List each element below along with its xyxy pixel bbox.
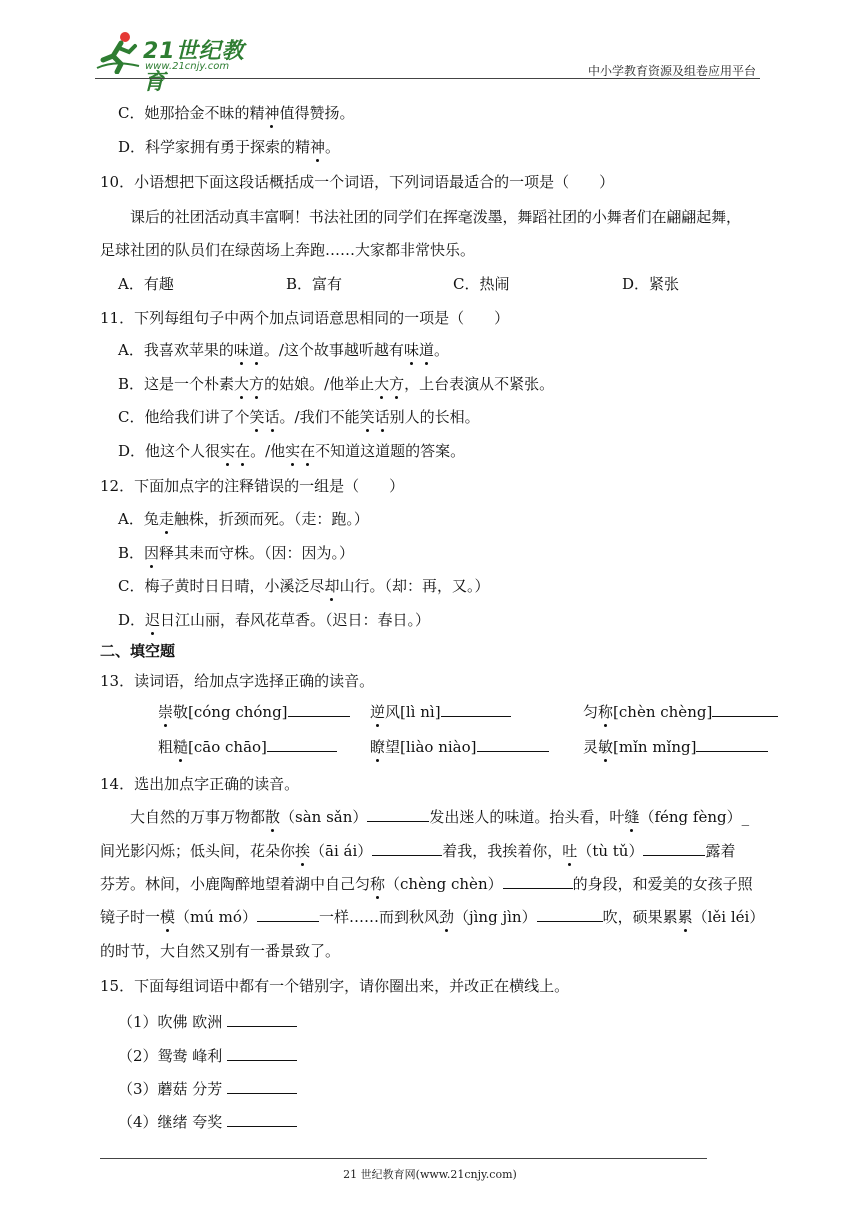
emphasized-char: 神 xyxy=(310,138,326,156)
emphasized-char: 实 xyxy=(220,442,236,460)
site-logo[interactable] xyxy=(95,30,265,95)
answer-blank[interactable] xyxy=(712,701,778,717)
text: B． xyxy=(118,544,145,562)
text: [mǐn mǐng] xyxy=(613,738,697,756)
q9-option-d xyxy=(118,136,340,158)
text: 的身段，和爱美的女孩子照 xyxy=(572,875,753,893)
emphasized-char: 吐 xyxy=(562,842,578,860)
emphasized-char: 味 xyxy=(233,341,249,359)
text: 别人的长相。 xyxy=(389,408,480,426)
text: （féng fèng）_ xyxy=(639,808,750,826)
q13-item xyxy=(583,736,768,758)
q11-option-c[interactable] xyxy=(118,406,480,428)
answer-blank[interactable] xyxy=(257,906,319,922)
answer-blank[interactable] xyxy=(288,701,350,717)
text: 吹，硕果累 xyxy=(602,908,678,926)
answer-blank[interactable] xyxy=(696,736,768,752)
text: 释其耒而守株。（因：因为。） xyxy=(159,544,355,562)
text: D．他这个人很 xyxy=(118,442,221,460)
q13-stem: 13．读词语，给加点字选择正确的读音。 xyxy=(100,672,375,690)
emphasized-char: 在 xyxy=(235,442,251,460)
answer-blank[interactable] xyxy=(227,1111,297,1127)
q10-option-a[interactable]: A．有趣 xyxy=(118,275,174,293)
q10-passage-line2: 足球社团的队员们在绿茵场上奔跑……大家都非常快乐。 xyxy=(100,241,476,259)
page-header xyxy=(95,30,760,95)
q15-item xyxy=(118,1011,297,1033)
emphasized-char: 称 xyxy=(598,703,614,721)
emphasized-char: 方 xyxy=(389,375,405,393)
emphasized-char: 散 xyxy=(265,808,281,826)
answer-blank[interactable] xyxy=(477,736,549,752)
emphasized-char: 挨 xyxy=(295,842,311,860)
platform-name: 中小学教育资源及组卷应用平台 xyxy=(587,64,756,78)
emphasized-char: 敏 xyxy=(598,738,614,756)
q13-item xyxy=(370,701,511,723)
page-footer[interactable]: 21 世纪教育网(www.21cnjy.com) xyxy=(343,1168,517,1181)
logo-text: 21世纪教育 xyxy=(143,39,245,95)
footer-divider xyxy=(100,1158,707,1159)
q10-option-b[interactable]: B．富有 xyxy=(286,275,343,293)
text: 间光影闪烁；低头间，花朵你 xyxy=(100,842,296,860)
text: C．他给我们讲了个 xyxy=(118,408,250,426)
answer-blank[interactable] xyxy=(227,1045,297,1061)
q15-item xyxy=(118,1045,297,1067)
q11-stem: 11．下列每组句子中两个加点词语意思相同的一项是（ ） xyxy=(100,309,510,327)
q13-item xyxy=(583,701,778,723)
text: 风[lì nì] xyxy=(385,703,441,721)
text: （3）蘑菇 分芳 xyxy=(118,1080,223,1098)
q14-line4 xyxy=(100,906,764,928)
emphasized-char: 实 xyxy=(285,442,301,460)
text: 。/他 xyxy=(250,442,286,460)
text: 触株，折颈而死。（走：跑。） xyxy=(173,510,369,528)
text: （4）继绪 夸奖 xyxy=(118,1113,223,1131)
emphasized-char: 逆 xyxy=(370,703,386,721)
text: 露着 xyxy=(705,842,736,860)
q11-option-b[interactable] xyxy=(118,373,554,395)
emphasized-char: 笑 xyxy=(359,408,375,426)
text: 发出迷人的味道。抬头看，叶 xyxy=(429,808,625,826)
emphasized-char: 迟 xyxy=(145,611,161,629)
text: （tù tǔ） xyxy=(577,842,644,860)
text: （1）吹佛 欧洲 xyxy=(118,1013,223,1031)
q15-stem: 15．下面每组词语中都有一个错别字，请你圈出来，并改正在横线上。 xyxy=(100,977,570,995)
text: 一样……而到秋风 xyxy=(318,908,439,926)
answer-blank[interactable] xyxy=(503,873,573,889)
q12-option-a[interactable] xyxy=(118,508,369,530)
text: 芬芳。林间，小鹿陶醉地望着湖中自己匀 xyxy=(100,875,371,893)
header-divider xyxy=(95,78,760,79)
emphasized-char: 因 xyxy=(144,544,160,562)
q10-stem: 10．小语想把下面这段话概括成一个词语，下列词语最适合的一项是（ ） xyxy=(100,173,615,191)
emphasized-char: 话 xyxy=(374,408,390,426)
text: 。/我们不能 xyxy=(279,408,360,426)
q13-item xyxy=(158,701,350,723)
q12-stem: 12．下面加点字的注释错误的一组是（ ） xyxy=(100,477,405,495)
q12-option-b[interactable] xyxy=(118,542,354,564)
emphasized-char: 糙 xyxy=(173,738,189,756)
answer-blank[interactable] xyxy=(267,736,337,752)
q13-item xyxy=(158,736,337,758)
emphasized-char: 味 xyxy=(403,341,419,359)
q15-item xyxy=(118,1078,297,1100)
emphasized-char: 瞭 xyxy=(370,738,386,756)
q10-option-d[interactable]: D．紧张 xyxy=(622,275,680,293)
q10-passage-line1: 课后的社团活动真丰富啊！书法社团的同学们在挥毫泼墨，舞蹈社团的小舞者们在翩翩起舞， xyxy=(130,208,741,226)
text: 山行。（却：再，又。） xyxy=(339,577,490,595)
q11-option-d[interactable] xyxy=(118,440,465,462)
text: （sàn sǎn） xyxy=(280,808,368,826)
emphasized-char: 模 xyxy=(160,908,176,926)
q12-option-d[interactable] xyxy=(118,609,430,631)
text: 。 xyxy=(433,341,449,359)
text: ，上台表演从不紧张。 xyxy=(404,375,555,393)
text: （2）鸳鸯 峰利 xyxy=(118,1047,223,1065)
text: C．她那拾金不昧的精 xyxy=(118,104,265,122)
text: A．我喜欢苹果的 xyxy=(118,341,234,359)
emphasized-char: 称 xyxy=(370,875,386,893)
text: 敬[cóng chóng] xyxy=(173,703,288,721)
q15-item xyxy=(118,1111,297,1133)
text: D．科学家拥有勇于探索的精 xyxy=(118,138,311,156)
text: 大自然的万事万物都 xyxy=(130,808,266,826)
text: （lěi léi） xyxy=(692,908,765,926)
text: 不知道这道题的答案。 xyxy=(315,442,466,460)
emphasized-char: 大 xyxy=(234,375,250,393)
q9-option-c xyxy=(118,102,355,124)
text: （āi ái） xyxy=(310,842,373,860)
runner-icon xyxy=(95,30,143,74)
emphasized-char: 走 xyxy=(158,510,174,528)
emphasized-char: 道 xyxy=(418,341,434,359)
section-title: 二、填空题 xyxy=(100,642,176,660)
text: 着我，我挨着你， xyxy=(442,842,563,860)
text: 望[liào niào] xyxy=(385,738,477,756)
text: B．这是一个朴素 xyxy=(118,375,235,393)
text: [cāo chāo] xyxy=(188,738,267,756)
emphasized-char: 崇 xyxy=(158,703,174,721)
emphasized-char: 神 xyxy=(264,104,280,122)
q14-stem: 14．选出加点字正确的读音。 xyxy=(100,775,300,793)
text: 日江山丽，春风花草香。（迟日：春日。） xyxy=(160,611,431,629)
text: A．兔 xyxy=(118,510,159,528)
answer-blank[interactable] xyxy=(537,906,603,922)
q11-option-a[interactable] xyxy=(118,339,449,361)
text: D． xyxy=(118,611,146,629)
text: 。 xyxy=(325,138,341,156)
emphasized-char: 在 xyxy=(300,442,316,460)
text: C．梅子黄时日日晴，小溪泛尽 xyxy=(118,577,325,595)
text: 镜子时一 xyxy=(100,908,161,926)
text: 。/这个故事越听越有 xyxy=(263,341,404,359)
emphasized-char: 话 xyxy=(264,408,280,426)
text: 灵 xyxy=(583,738,599,756)
answer-blank[interactable] xyxy=(227,1078,297,1094)
text: [chèn chèng] xyxy=(613,703,713,721)
emphasized-char: 却 xyxy=(324,577,340,595)
emphasized-char: 累 xyxy=(677,908,693,926)
q14-line2 xyxy=(100,840,735,862)
answer-blank[interactable] xyxy=(227,1011,297,1027)
text: （chèng chèn） xyxy=(385,875,503,893)
q14-line3 xyxy=(100,873,753,895)
answer-blank[interactable] xyxy=(367,806,429,822)
text: （jìng jìn） xyxy=(453,908,537,926)
q13-item xyxy=(370,736,549,758)
text: 值得赞扬。 xyxy=(279,104,355,122)
answer-blank[interactable] xyxy=(441,701,511,717)
emphasized-char: 道 xyxy=(248,341,264,359)
emphasized-char: 劲 xyxy=(438,908,454,926)
q10-option-c[interactable]: C．热闹 xyxy=(453,275,510,293)
emphasized-char: 大 xyxy=(374,375,390,393)
logo-url: www.21cnjy.com xyxy=(145,61,230,72)
q14-line1 xyxy=(130,806,749,828)
emphasized-char: 笑 xyxy=(249,408,265,426)
text: 匀 xyxy=(583,703,599,721)
q12-option-c[interactable] xyxy=(118,575,490,597)
text: 的姑娘。/他举止 xyxy=(264,375,375,393)
text: 粗 xyxy=(158,738,174,756)
answer-blank[interactable] xyxy=(643,840,705,856)
answer-blank[interactable] xyxy=(372,840,442,856)
emphasized-char: 方 xyxy=(249,375,265,393)
text: （mú mó） xyxy=(175,908,257,926)
q14-line5: 的时节，大自然又别有一番景致了。 xyxy=(100,942,341,960)
emphasized-char: 缝 xyxy=(624,808,640,826)
